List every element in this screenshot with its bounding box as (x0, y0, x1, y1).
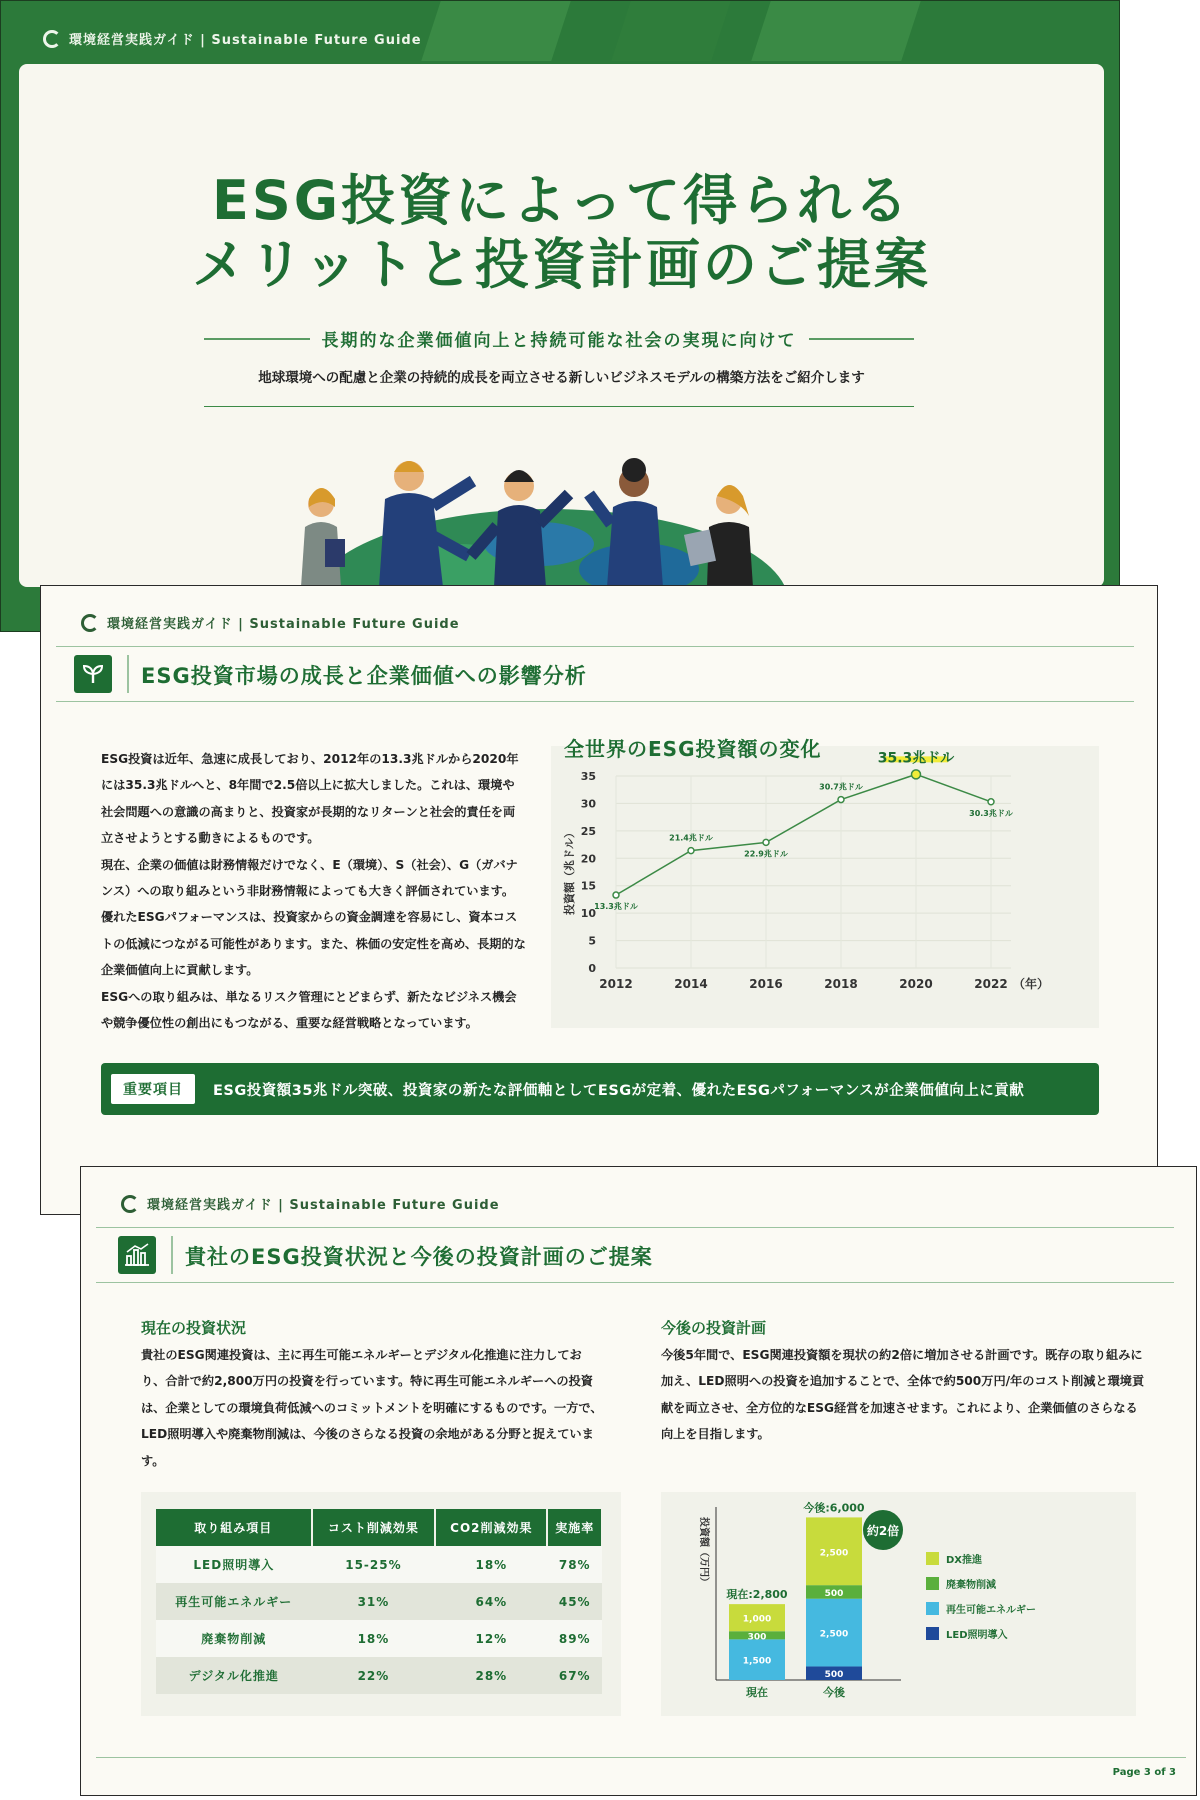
brand-header (81, 613, 460, 632)
bar-value-label: 2,500 (819, 1548, 849, 1559)
table-cell: 12% (435, 1620, 547, 1657)
table-row (156, 1620, 602, 1657)
key-point-text: ESG投資額35兆ドル突破、投資家の新たな評価軸としてESGが定着、優れたESGパフォーマンスが企業価値向上に貢献 (213, 1082, 1025, 1099)
legend-swatch (926, 1627, 939, 1640)
bar-chart-icon (118, 1236, 156, 1274)
chart-title: 全世界のESG投資額の変化 (564, 737, 822, 761)
divider (96, 1282, 1174, 1283)
table-cell: 15-25% (312, 1546, 436, 1583)
divider (96, 1757, 1186, 1758)
table-cell: 廃棄物削減 (156, 1620, 312, 1657)
y-tick-label: 35 (580, 770, 596, 783)
cover-stripe (611, 1, 730, 61)
table-cell: 18% (435, 1546, 547, 1583)
future-plan-text: 今後5年間で、ESG関連投資額を現状の約2倍に増加させる計画です。既存の取り組みに加え、LED照明への投資を追加することで、全体で約500万円/年のコスト削減と環境貢献を両立させ、全方位的なESG経営を加速させます。これにより、企業価値のさらなる向上を目指します。 (661, 1348, 1145, 1442)
data-label: 30.3兆ドル (969, 808, 1013, 818)
table-cell: 28% (435, 1657, 547, 1694)
y-axis-label: 投資額（万円） (698, 1517, 709, 1587)
divider (127, 655, 129, 693)
current-status-text: 貴社のESG関連投資は、主に再生可能エネルギーとデジタル化推進に注力しており、合計で約2,800万円の投資を行っています。特に再生可能エネルギーへの投資は、企業としての環境負荷低減へのコミットメントを明確にするものです。一方で、LED照明導入や廃棄物削減は、今後のさらなる投資の余地がある分野と捉えています。 (141, 1348, 603, 1468)
table-row (156, 1546, 602, 1583)
legend-label: 廃棄物削減 (946, 1580, 996, 1591)
paragraph: ESG投資は近年、急速に成長しており、2012年の13.3兆ドルから2020年には35.3兆ドルへと、8年間で2.5倍以上に拡大しました。これは、環境や社会問題への意識の高まりと、投資家が長期的なリターンと社会的責任を両立させようとする動きによるものです。 (101, 752, 519, 846)
table-cell: 89% (547, 1620, 602, 1657)
table-header-row (156, 1509, 602, 1546)
legend-label: 再生可能エネルギー (946, 1605, 1036, 1616)
paragraph: 現在、企業の価値は財務情報だけでなく、E（環境）、S（社会）、G（ガバナンス）への取り組みという非財務情報によっても大きく評価されています。優れたESGパフォーマンスは、投資家からの資金調達を容易にし、資本コストの低減につながる可能性があります。また、株価の安定性を高め、長期的な企業価値向上に貢献します。 (101, 857, 526, 978)
y-axis-label: 投資額（兆ドル） (563, 827, 576, 915)
divider (171, 1236, 173, 1274)
data-label: 21.4兆ドル (669, 833, 713, 843)
divider (204, 338, 310, 340)
table-cell: 18% (312, 1620, 436, 1657)
legend-label: LED照明導入 (946, 1630, 1008, 1641)
sprout-icon (74, 655, 112, 693)
y-tick-label: 0 (588, 962, 596, 975)
table-cell: 再生可能エネルギー (156, 1583, 312, 1620)
table-cell: デジタル化推進 (156, 1657, 312, 1694)
table-cell: 31% (312, 1583, 436, 1620)
investment-plan-slide (80, 1166, 1197, 1796)
cover-description: 地球環境への配慮と企業の持続的成長を両立させる新しいビジネスモデルの構築方法をご紹介します (258, 370, 865, 386)
brand-header (43, 29, 422, 48)
brand-label: 環境経営実践ガイド | Sustainable Future Guide (69, 33, 422, 48)
divider (204, 406, 914, 407)
table-header: コスト削減効果 (312, 1509, 436, 1546)
cover-title-line1: ESG投資によって得られる (211, 169, 912, 232)
bar-value-label: 500 (824, 1670, 844, 1681)
cover-title-line2: メリットと投資計画のご提案 (192, 233, 931, 296)
data-point (838, 797, 844, 803)
x-axis-unit: （年） (1012, 977, 1050, 991)
y-tick-label: 10 (580, 907, 596, 921)
effect-table-panel (141, 1492, 621, 1716)
table-header: 取り組み項目 (156, 1509, 312, 1546)
bar-total-label: 現在:2,800 (726, 1588, 788, 1602)
x-tick-label: 2016 (749, 977, 783, 991)
business-people-illustration (289, 444, 869, 587)
cover-subtitle-row (204, 326, 914, 351)
legend-swatch (926, 1552, 939, 1565)
y-tick-label: 20 (580, 852, 596, 866)
brand-label: 環境経営実践ガイド | Sustainable Future Guide (147, 1198, 500, 1213)
cover-slide (0, 0, 1120, 632)
future-plan-title: 今後の投資計画 (661, 1319, 767, 1337)
x-tick-label: 2012 (599, 977, 633, 991)
section-title: 貴社のESG投資状況と今後の投資計画のご提案 (185, 1245, 653, 1269)
data-point (912, 770, 921, 779)
data-point (763, 839, 769, 845)
bar-value-label: 1,500 (742, 1656, 772, 1667)
y-tick-label: 5 (588, 934, 596, 948)
esg-investment-line-chart (551, 746, 1099, 1028)
legend-label: DX推進 (946, 1555, 983, 1566)
divider (809, 338, 915, 340)
bar-total-label: 今後:6,000 (803, 1501, 865, 1515)
brand-header (121, 1194, 500, 1213)
table-row (156, 1583, 602, 1620)
recycle-icon (121, 1195, 139, 1213)
divider (56, 646, 1134, 647)
x-tick-label: 2014 (674, 977, 708, 991)
data-label: 35.3兆ドル (877, 750, 955, 767)
x-tick-label: 現在 (746, 1686, 768, 1699)
cover-panel (19, 64, 1104, 587)
data-point (613, 892, 619, 898)
current-status-title: 現在の投資状況 (141, 1319, 247, 1337)
page-number: Page 3 of 3 (1112, 1767, 1176, 1778)
cover-subtitle: 長期的な企業価値向上と持続可能な社会の実現に向けて (321, 331, 797, 351)
bar-value-label: 2,500 (819, 1629, 849, 1640)
table-cell: LED照明導入 (156, 1546, 312, 1583)
brand-label: 環境経営実践ガイド | Sustainable Future Guide (107, 617, 460, 632)
x-tick-label: 2022 (974, 977, 1008, 991)
data-point (988, 799, 994, 805)
key-point-tag: 重要項目 (111, 1074, 195, 1104)
section-title: ESG投資市場の成長と企業価値への影響分析 (141, 664, 587, 688)
y-tick-label: 30 (580, 797, 596, 811)
market-analysis-slide (40, 585, 1158, 1215)
analysis-text (101, 746, 526, 1036)
divider (56, 701, 1134, 702)
table-cell: 78% (547, 1546, 602, 1583)
table-row (156, 1657, 602, 1694)
key-point-callout (101, 1063, 1099, 1115)
legend-swatch (926, 1602, 939, 1615)
legend-swatch (926, 1577, 939, 1590)
bar-value-label: 1,000 (742, 1614, 772, 1625)
data-label: 30.7兆ドル (819, 782, 863, 792)
y-tick-label: 15 (580, 879, 596, 893)
table-cell: 67% (547, 1657, 602, 1694)
y-tick-label: 25 (580, 824, 596, 838)
divider (96, 1227, 1174, 1228)
recycle-icon (43, 30, 61, 48)
double-badge-label: 約2倍 (866, 1524, 900, 1538)
table-cell: 64% (435, 1583, 547, 1620)
investment-plan-bar-chart (661, 1492, 1136, 1716)
cover-stripe (751, 1, 920, 61)
table-cell: 45% (547, 1583, 602, 1620)
x-tick-label: 2020 (899, 977, 933, 991)
cover-title (19, 169, 1104, 297)
x-tick-label: 今後 (823, 1686, 845, 1699)
data-label: 13.3兆ドル (594, 902, 638, 912)
recycle-icon (81, 614, 99, 632)
bar-value-label: 300 (747, 1632, 767, 1643)
data-label: 22.9兆ドル (744, 849, 788, 859)
table-header: 実施率 (547, 1509, 602, 1546)
bar-value-label: 500 (824, 1588, 844, 1599)
table-cell: 22% (312, 1657, 436, 1694)
paragraph: ESGへの取り組みは、単なるリスク管理にとどまらず、新たなビジネス機会や競争優位性の創出にもつながる、重要な経営戦略となっています。 (101, 989, 517, 1031)
data-point (688, 848, 694, 854)
table-header: CO2削減効果 (435, 1509, 547, 1546)
cover-stripe (421, 1, 570, 61)
x-tick-label: 2018 (824, 977, 858, 991)
effect-table (156, 1509, 603, 1694)
